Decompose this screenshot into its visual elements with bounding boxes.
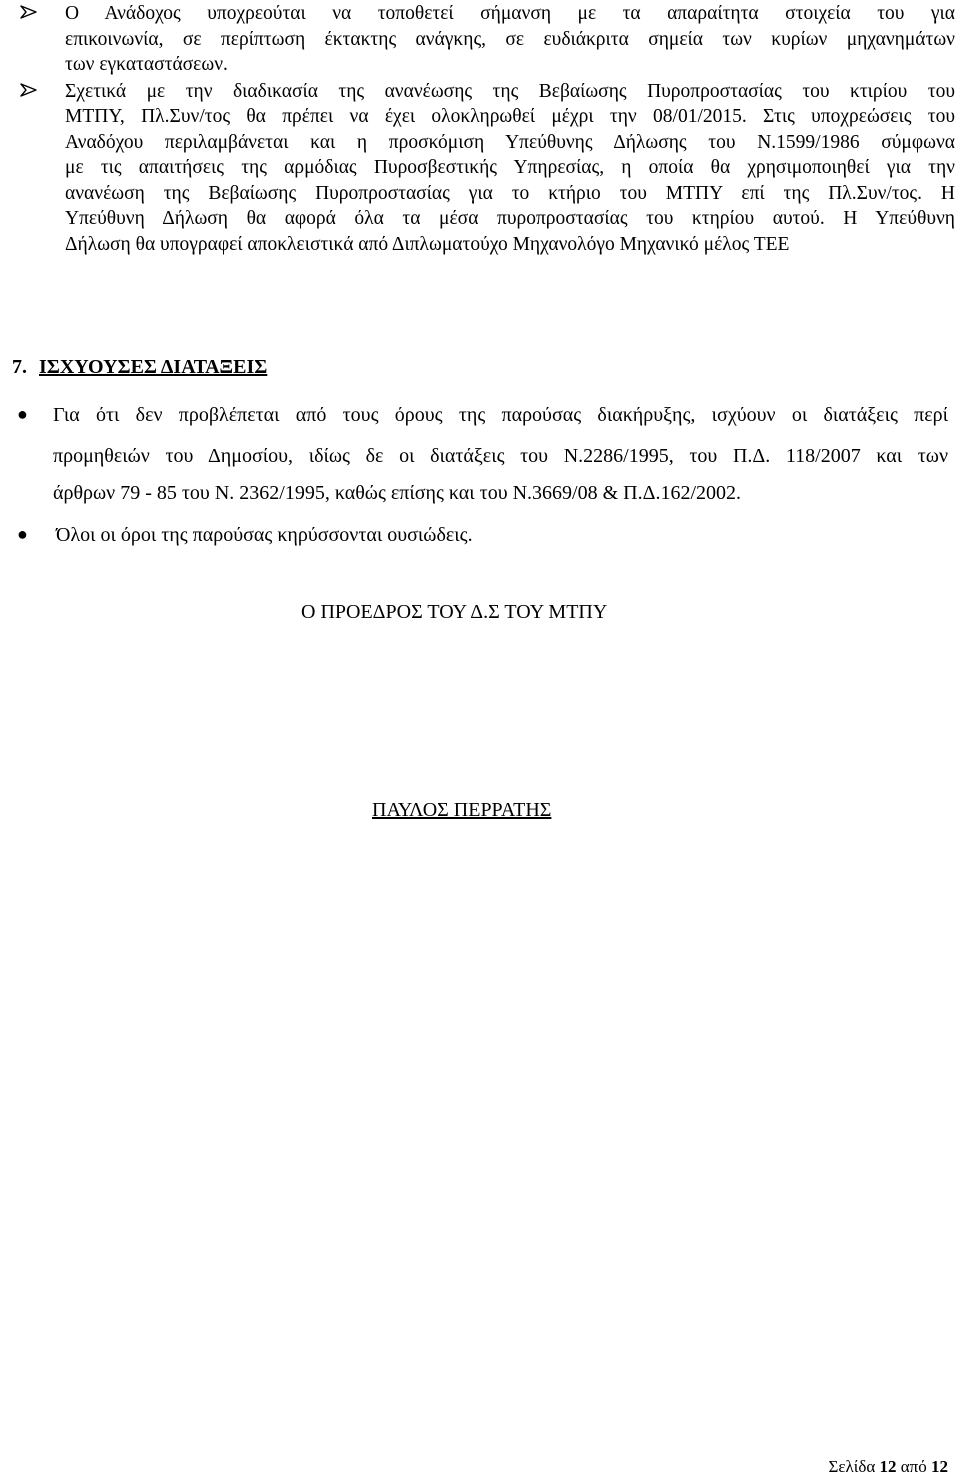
section-number: 7. — [12, 356, 27, 378]
list-item-line: ανανέωση της Βεβαίωσης Πυροπροστασίας για το κτήριο του ΜΤΠΥ επί της Πλ.Συν/τος. Η — [65, 183, 955, 204]
bullet-line: προμηθειών του Δημοσίου, ιδίως δε οι διατάξεις του Ν.2286/1995, του Π.Δ. 118/2007 και των — [53, 445, 948, 467]
section-title: ΙΣΧΥΟΥΣΕΣ ΔΙΑΤΑΞΕΙΣ — [39, 356, 268, 378]
signature-name: ΠΑΥΛΟΣ ΠΕΡΡΑΤΗΣ — [372, 799, 552, 821]
list-item-line: ΜΤΠΥ, Πλ.Συν/τος θα πρέπει να έχει ολοκληρωθεί μέχρι την 08/01/2015. Στις υποχρεώσεις του — [65, 106, 955, 127]
list-item-line: Ο Ανάδοχος υποχρεούται να τοποθετεί σήμανση με τα απαραίτητα στοιχεία του για — [65, 3, 955, 24]
list-item-line: επικοινωνία, σε περίπτωση έκτακτης ανάγκης, σε ευδιάκριτα σημεία των κυρίων μηχανημάτων — [65, 29, 955, 50]
bullet-line: Για ότι δεν προβλέπεται από τους όρους της παρούσας διακήρυξης, ισχύουν οι διατάξεις περί — [53, 404, 948, 426]
signature-title: Ο ΠΡΟΕΔΡΟΣ ΤΟΥ Δ.Σ ΤΟΥ ΜΤΠΥ — [301, 601, 608, 623]
of-word: από — [900, 1457, 927, 1476]
bullet-dot-icon: ● — [17, 524, 28, 544]
page-word: Σελίδα — [828, 1457, 876, 1476]
list-item-line: Αναδόχου περιλαμβάνεται και η προσκόμιση Υπεύθυνης Δήλωσης του Ν.1599/1986 σύμφωνα — [65, 132, 955, 153]
list-item-line: Υπεύθυνη Δήλωση θα αφορά όλα τα μέσα πυροπροστασίας του κτηρίου αυτού. Η Υπεύθυνη — [65, 208, 955, 229]
list-item-line: Δήλωση θα υπογραφεί αποκλειστικά από Διπλωματούχο Μηχανολόγο Μηχανικό μέλος ΤΕΕ — [65, 234, 790, 255]
list-item-line: Σχετικά με την διαδικασία της ανανέωσης της Βεβαίωσης Πυροπροστασίας του κτιρίου του — [65, 81, 955, 102]
section-heading — [12, 352, 267, 382]
bullet-line: άρθρων 79 - 85 του Ν. 2362/1995, καθώς επίσης και του Ν.3669/08 & Π.Δ.162/2002. — [53, 482, 742, 504]
page-total: 12 — [931, 1457, 948, 1476]
bullet-line: Όλοι οι όροι της παρούσας κηρύσσονται ουσιώδεις. — [56, 524, 473, 546]
page-number-footer — [828, 1457, 948, 1477]
bullet-dot-icon: ● — [17, 404, 28, 424]
list-item-line: των εγκαταστάσεων. — [65, 54, 228, 75]
page-current: 12 — [879, 1457, 897, 1476]
arrow-bullet-icon — [20, 82, 38, 98]
arrow-bullet-icon — [20, 4, 38, 20]
list-item-line: με τις απαιτήσεις της αρμόδιας Πυροσβεστικής Υπηρεσίας, η οποία θα χρησιμοποιηθεί για την — [65, 157, 955, 178]
